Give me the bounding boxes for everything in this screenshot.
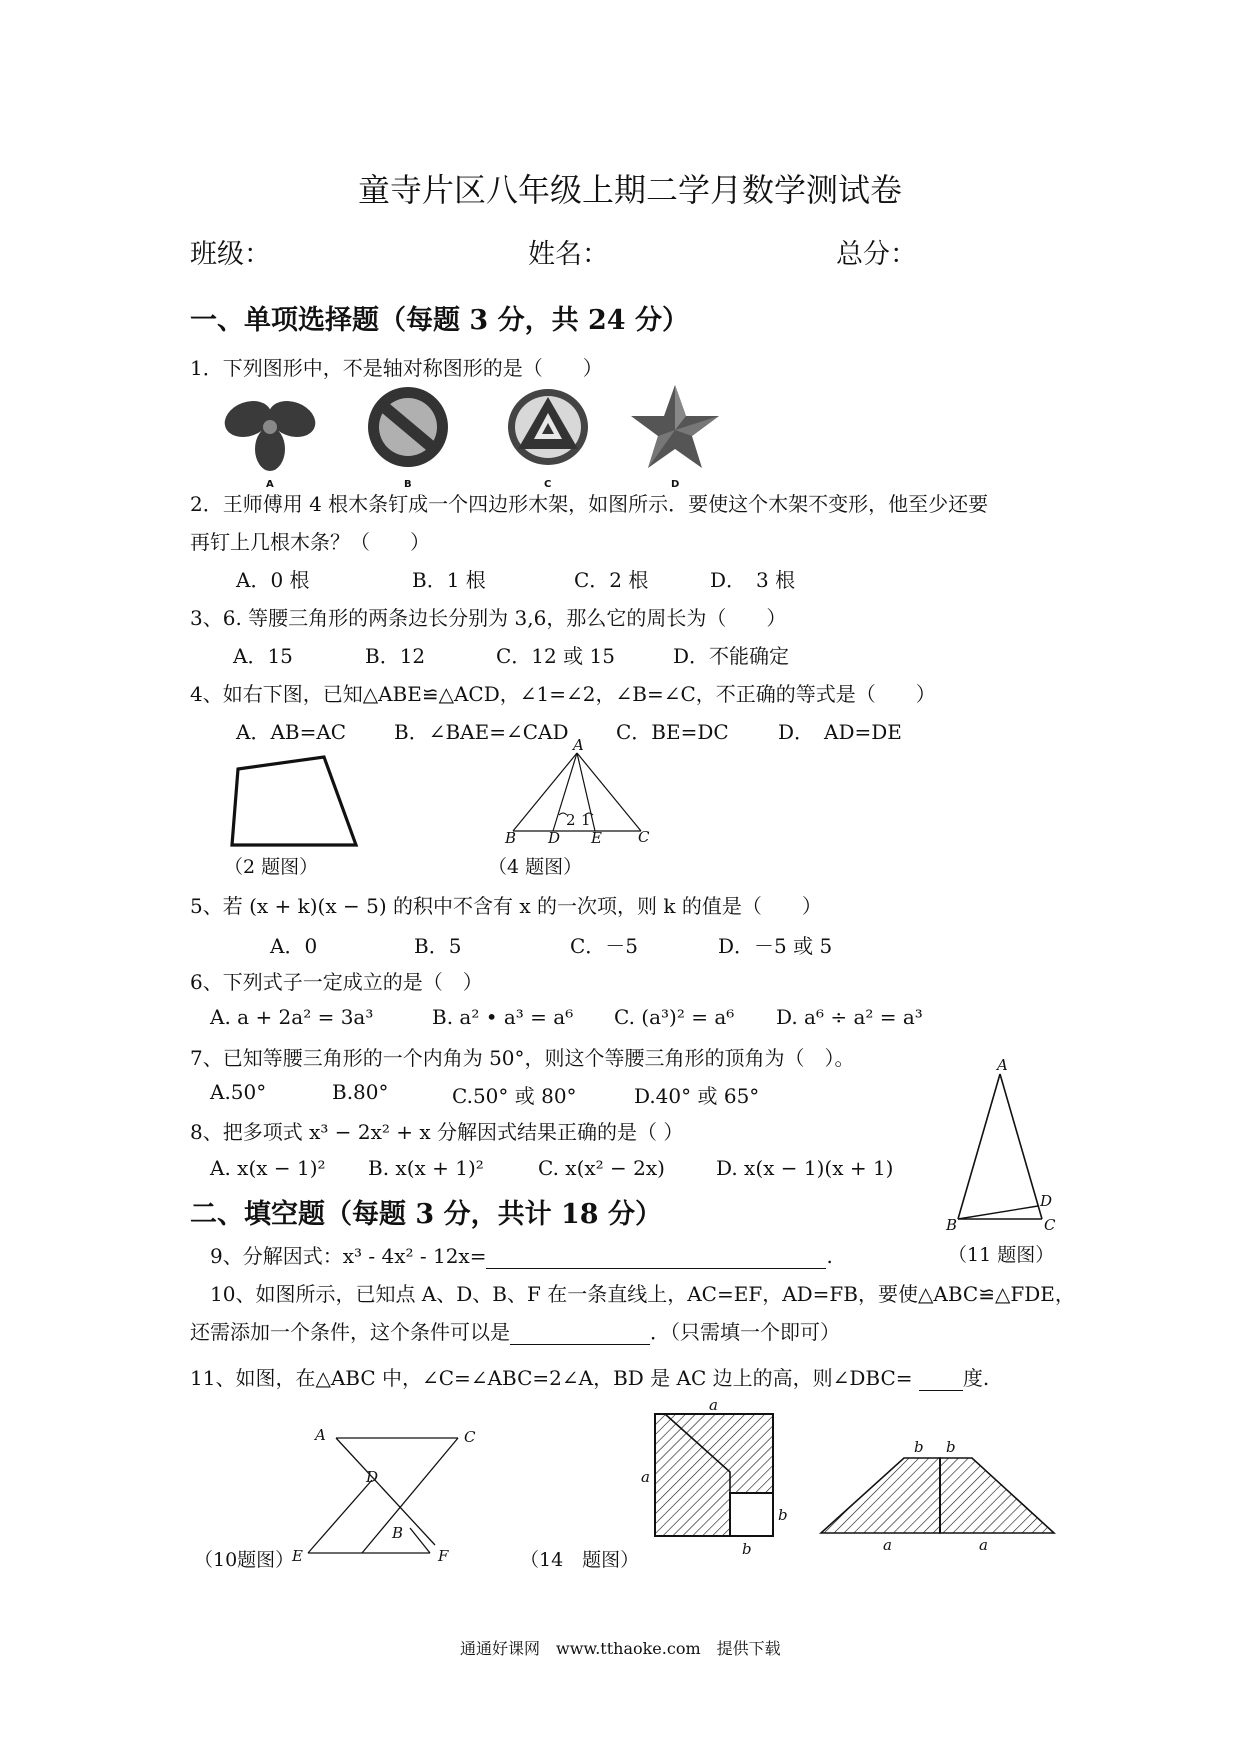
q10-line2 [190,1316,840,1345]
fig4-label-d: D [548,829,561,847]
q7-option-c: C.50° 或 80° [452,1084,577,1108]
q1-label-d: D [671,479,680,490]
q1-figures [220,385,740,490]
fig4-label-e: E [591,829,602,847]
q11-text-b: 度. [962,1366,990,1390]
prohibition-icon [368,387,448,467]
q3-option-d: D．不能确定 [673,644,790,668]
fig14-caption: （14 题图） [520,1549,640,1571]
fig14-label-a-bottom1: a [883,1536,892,1554]
q5-option-c: C．－5 [570,934,639,958]
q4-option-a: A．AB=AC [236,720,347,744]
fig4-label-angle1: 1 [581,811,591,829]
q8-option-d: D. x(x − 1)(x + 1) [716,1156,894,1180]
star-icon [631,385,719,468]
q2-option-a: A．0 根 [236,568,310,592]
q2-quadrilateral-figure [228,755,368,850]
fig2-caption: （2 题图） [224,856,319,878]
fig4-label-angle2: 2 [566,811,576,829]
fig11-label-c: C [1044,1216,1056,1234]
q11-text-a: 11、如图，在△ABC 中，∠C=∠ABC=2∠A，BD 是 AC 边上的高，则∠DBC= [190,1366,913,1390]
q2-line1: 2．王师傅用 4 根木条钉成一个四边形木架，如图所示．要使这个木架不变形，他至少还要 [190,492,989,516]
q9-answer-blank[interactable] [486,1248,826,1269]
q3-text: 3、6. 等腰三角形的两条边长分别为 3,6，那么它的周长为（ ） [190,606,787,630]
q5-option-d: D．－5 或 5 [718,934,833,958]
q6-option-a: A. a + 2a² = 3a³ [210,1005,374,1029]
q5-text: 5、若 (x + k)(x − 5) 的积中不含有 x 的一次项，则 k 的值是（ ） [190,894,822,918]
page-title: 童寺片区八年级上期二学月数学测试卷 [358,171,903,209]
q7-text: 7、已知等腰三角形的一个内角为 50°，则这个等腰三角形的顶角为（ ）。 [190,1046,855,1070]
fig11-label-d: D [1040,1192,1053,1210]
fig14-label-a-left: a [641,1468,650,1486]
q2-option-d: D． 3 根 [710,568,796,592]
fig10-caption: （10题图） [194,1549,295,1571]
q3-option-b: B．12 [365,644,426,668]
section1-heading: 一、单项选择题（每题 3 分，共 24 分） [190,305,689,336]
q7-option-a: A.50° [210,1080,267,1104]
section2-heading: 二、填空题（每题 3 分，共计 18 分） [190,1199,662,1230]
q4-triangle-figure [505,736,650,847]
name-label: 姓名： [528,239,609,270]
fig10-label-e: E [292,1547,303,1565]
q10-line1: 10、如图所示，已知点 A、D、B、F 在一条直线上，AC=EF，AD=FB，要使△ABC≌△FDE， [210,1282,1075,1306]
fig14-label-b-right: b [778,1506,788,1524]
q8-option-b: B. x(x + 1)² [368,1156,484,1180]
q8-option-a: A. x(x − 1)² [210,1156,326,1180]
fig4-label-b: B [505,829,517,847]
q9-line [210,1240,833,1269]
fig10-label-c: C [464,1428,476,1446]
fig14-label-a-bottom2: a [979,1536,988,1554]
q11-line [190,1362,989,1391]
q2-option-b: B．1 根 [412,568,486,592]
q10-answer-blank[interactable] [510,1324,650,1345]
q1-label-a: A [266,479,274,490]
q2-option-c: C．2 根 [574,568,649,592]
q9-end: . [826,1244,833,1268]
q1-label-b: B [404,479,412,490]
score-label: 总分： [836,239,917,270]
q6-option-d: D. a⁶ ÷ a² = a³ [776,1005,923,1029]
fig11-caption: （11 题图） [948,1244,1055,1266]
q6-option-c: C. (a³)² = a⁶ [614,1005,735,1029]
q1-text: 1．下列图形中，不是轴对称图形的是（ ） [190,356,603,380]
q10-text-a: 还需添加一个条件，这个条件可以是 [190,1320,510,1344]
fig10-label-f: F [438,1547,449,1565]
q7-option-b: B.80° [332,1080,389,1104]
q8-option-c: C. x(x² − 2x) [538,1156,665,1180]
fig10-label-b: B [392,1524,404,1542]
q4-option-c: C．BE=DC [616,720,729,744]
q3-option-c: C．12 或 15 [496,644,615,668]
fig4-label-c: C [638,828,650,846]
fig11-label-a: A [997,1056,1008,1074]
footer-text: 通通好课网 www.tthaoke.com 提供下载 [460,1639,781,1658]
q14-figure [630,1396,1060,1570]
fig10-label-d: D [366,1468,379,1486]
q1-label-c: C [544,479,552,490]
q2-line2: 再钉上几根木条？（ ） [190,530,430,554]
fig14-label-b-bottom: b [742,1540,752,1558]
q9-text: 9、分解因式：x³ - 4x² - 12x= [210,1244,487,1268]
q4-option-b: B．∠BAE=∠CAD [394,720,569,744]
q10-text-b: ．（只需填一个即可） [650,1320,840,1344]
fig4-label-a: A [573,736,584,754]
fig10-label-a: A [315,1426,326,1444]
fan-icon [220,395,321,471]
q3-option-a: A．15 [233,644,293,668]
q5-option-b: B．5 [414,934,462,958]
fig11-label-b: B [946,1216,958,1234]
q5-option-a: A．0 [270,934,318,958]
q4-option-d: D． AD=DE [778,720,902,744]
q8-text: 8、把多项式 x³ − 2x² + x 分解因式结果正确的是（ ） [190,1120,684,1144]
class-label: 班级： [190,239,271,270]
fig14-label-a-top: a [709,1396,718,1414]
fig14-label-b-top2: b [946,1438,956,1456]
fig4-caption: （4 题图） [488,856,583,878]
q7-option-d: D.40° 或 65° [634,1084,760,1108]
triangle-emblem-icon [508,389,588,465]
q11-answer-blank[interactable] [919,1370,963,1391]
q4-text: 4、如右下图，已知△ABE≌△ACD，∠1=∠2，∠B=∠C，不正确的等式是（ ） [190,682,936,706]
q6-text: 6、下列式子一定成立的是（ ） [190,970,483,994]
q6-option-b: B. a² • a³ = a⁶ [432,1005,574,1029]
q10-figure [292,1420,490,1565]
fig14-label-b-top1: b [914,1438,924,1456]
q11-triangle-figure [940,1056,1060,1237]
